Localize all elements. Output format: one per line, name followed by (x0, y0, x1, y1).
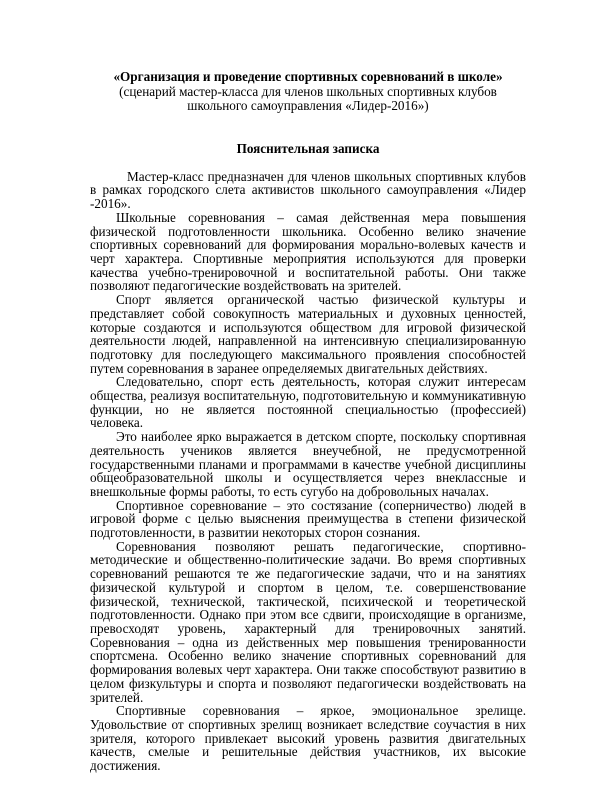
paragraph-sport-functions: Следовательно, спорт есть деятельность, которая служит интересам общества, реализуя воспитательную, подготовительную и коммуникативную функции, но не является постоянной специальностью (профессией) человека. (90, 374, 526, 431)
paragraph-intro: Мастер-класс предназначен для членов школьных спортивных клубов в рамках городского слета активистов школьного самоуправления «Лидер -2016». (90, 168, 526, 212)
paragraph-competition-tasks: Соревнования позволяют решать педагогические, спортивно-методические и общественно-политические задачи. Во время спортивных соревнований решаются те же педагогические задачи, что и на занятиях физической культурой и спортом в целом, т.е. совершенствование физической, технической, тактической, психической и теоретической подготовленности. Однако при этом все сдвиги, происходящие в организме, превосходят уровень, характерный для тренировочных занятий. Соревнования – одна из действенных мер повышения тренированности спортсмена. Особенно велико значение спортивных соревнований для формирования волевых черт характера. Они также способствуют развитию в целом физкультуры и спорта и позволяют педагогически воздействовать на зрителей. (90, 538, 526, 705)
paragraph-sport-definition: Спорт является органической частью физической культуры и представляет собой совокупность материальных и духовных ценностей, которые создаются и используются обществом для игровой физической деятельности людей, направленной на интенсивную специализированную подготовку для последующего максимального проявления способностей путем соревнования в заранее определяемых двигательных действиях. (90, 292, 526, 376)
paragraph-spectacle: Спортивные соревнования – яркое, эмоциональное зрелище. Удовольствие от спортивных зрелищ возникает вследствие соучастия в них зрителя, которого привлекает высокий уровень развития двигательных качеств, смелые и решительные действия участников, их высокие достижения. (90, 703, 526, 774)
paragraph-children-sport: Это наиболее ярко выражается в детском спорте, поскольку спортивная деятельность учеников является внеучебной, не предусмотренной государственными планами и программами в качестве учебной дисциплины общеобразовательной школы и осуществляется через внеклассные и внешкольные формы работы, то есть сугубо на добровольных началах. (90, 429, 526, 499)
paragraph-school-competitions: Школьные соревнования – самая действенная мера повышения физической подготовленности школьника. Особенно велико значение спортивных соревнований для формирования морально-волевых качеств и черт характера. Спортивные мероприятия используются для проверки качества учебно-тренировочной и воспитательной работы. Они также позволяют педагогические воздействовать на зрителей. (90, 209, 526, 294)
document-body (90, 170, 526, 773)
document-page (90, 70, 526, 773)
section-title: Пояснительная записка (236, 140, 380, 156)
document-subtitle-line-2: школьного самоуправления «Лидер-2016») (187, 98, 429, 114)
document-subtitle-line-1: (сценарий мастер-класса для членов школьных спортивных клубов (119, 83, 497, 99)
paragraph-competition-definition: Спортивное соревнование – это состязание (соперничество) людей в игровой форме с целью выяснения преимущества в степени физической подготовленности, в развитии некоторых сторон сознания. (90, 497, 526, 541)
document-title: «Организация и проведение спортивных соревнований в школе» (113, 69, 503, 84)
document-header (90, 70, 526, 114)
